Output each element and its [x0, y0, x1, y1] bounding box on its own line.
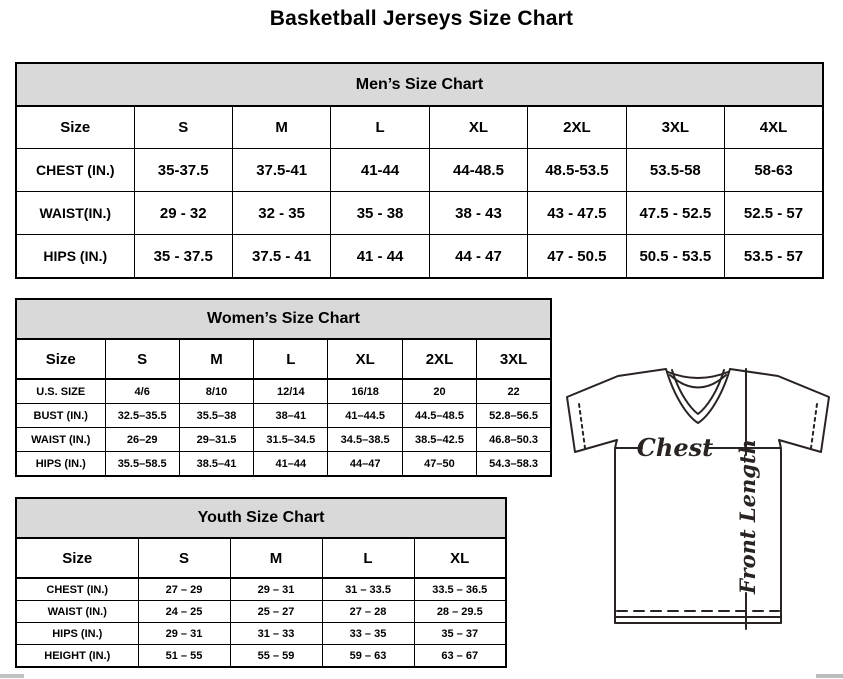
size-value-cell: 29–31.5: [179, 428, 253, 452]
size-value-cell: 44 - 47: [429, 235, 527, 279]
row-label: HIPS (IN.): [16, 235, 134, 279]
size-value-cell: 38–41: [254, 404, 328, 428]
left-cuff-dashed-seam: [579, 404, 585, 448]
size-value-cell: 51 – 55: [138, 645, 230, 668]
size-value-cell: 28 – 29.5: [414, 601, 506, 623]
size-header-row: [16, 538, 506, 578]
size-value-cell: 16/18: [328, 379, 402, 404]
jersey-outline: [567, 369, 829, 623]
row-label: WAIST (IN.): [16, 428, 105, 452]
row-label: HIPS (IN.): [16, 623, 138, 645]
size-value-cell: 41 - 44: [331, 235, 429, 279]
size-value-cell: 38.5–42.5: [402, 428, 476, 452]
column-header: 4XL: [725, 106, 823, 149]
size-value-cell: 35 - 38: [331, 192, 429, 235]
row-label: HIPS (IN.): [16, 452, 105, 477]
size-corner-header: Size: [16, 339, 105, 379]
column-header: 3XL: [477, 339, 551, 379]
size-value-cell: 22: [477, 379, 551, 404]
size-value-cell: 44–47: [328, 452, 402, 477]
size-value-cell: 35-37.5: [134, 149, 232, 192]
measurement-row: [16, 645, 506, 668]
page-title: Basketball Jerseys Size Chart: [269, 7, 574, 30]
size-corner-header: Size: [16, 106, 134, 149]
womens-size-table: [15, 298, 552, 477]
column-header: 3XL: [626, 106, 724, 149]
size-value-cell: 29 - 32: [134, 192, 232, 235]
column-header: L: [322, 538, 414, 578]
row-label: WAIST(IN.): [16, 192, 134, 235]
mens-size-table: [15, 62, 824, 279]
size-value-cell: 29 – 31: [230, 578, 322, 601]
size-value-cell: 47 - 50.5: [528, 235, 626, 279]
size-value-cell: 31 – 33: [230, 623, 322, 645]
size-value-cell: 25 – 27: [230, 601, 322, 623]
size-value-cell: 34.5–38.5: [328, 428, 402, 452]
size-value-cell: 44.5–48.5: [402, 404, 476, 428]
jersey-measurement-diagram: [558, 360, 843, 640]
column-header: S: [105, 339, 179, 379]
mens-table-title: Men’s Size Chart: [16, 63, 823, 106]
size-value-cell: 53.5 - 57: [725, 235, 823, 279]
size-value-cell: 29 – 31: [138, 623, 230, 645]
size-value-cell: 32.5–35.5: [105, 404, 179, 428]
size-value-cell: 26–29: [105, 428, 179, 452]
row-label: U.S. SIZE: [16, 379, 105, 404]
column-header: S: [138, 538, 230, 578]
mens-table-header-band: [16, 63, 823, 106]
horizontal-scrollbar-fragment-left[interactable]: [0, 674, 24, 678]
size-value-cell: 52.8–56.5: [477, 404, 551, 428]
column-header: XL: [328, 339, 402, 379]
size-value-cell: 20: [402, 379, 476, 404]
row-label: CHEST (IN.): [16, 149, 134, 192]
right-cuff-dashed-seam: [811, 404, 817, 448]
size-value-cell: 38 - 43: [429, 192, 527, 235]
size-value-cell: 41-44: [331, 149, 429, 192]
size-value-cell: 31 – 33.5: [322, 578, 414, 601]
column-header: S: [134, 106, 232, 149]
size-value-cell: 48.5-53.5: [528, 149, 626, 192]
chest-label: Chest: [636, 433, 714, 462]
size-value-cell: 12/14: [254, 379, 328, 404]
size-value-cell: 41–44: [254, 452, 328, 477]
collar-back-arc-1: [668, 372, 728, 378]
measurement-row: [16, 235, 823, 279]
size-value-cell: 55 – 59: [230, 645, 322, 668]
size-value-cell: 52.5 - 57: [725, 192, 823, 235]
column-header: L: [254, 339, 328, 379]
size-value-cell: 41–44.5: [328, 404, 402, 428]
column-header: XL: [429, 106, 527, 149]
row-label: BUST (IN.): [16, 404, 105, 428]
youth-size-table: [15, 497, 507, 668]
size-value-cell: 8/10: [179, 379, 253, 404]
row-label: WAIST (IN.): [16, 601, 138, 623]
size-value-cell: 27 – 28: [322, 601, 414, 623]
size-corner-header: Size: [16, 538, 138, 578]
womens-table-title: Women’s Size Chart: [16, 299, 551, 339]
youth-table-header-band: [16, 498, 506, 538]
row-label: HEIGHT (IN.): [16, 645, 138, 668]
size-value-cell: 50.5 - 53.5: [626, 235, 724, 279]
column-header: 2XL: [528, 106, 626, 149]
column-header: XL: [414, 538, 506, 578]
size-header-row: [16, 106, 823, 149]
size-value-cell: 53.5-58: [626, 149, 724, 192]
column-header: M: [230, 538, 322, 578]
size-value-cell: 35 - 37.5: [134, 235, 232, 279]
size-value-cell: 32 - 35: [232, 192, 330, 235]
size-value-cell: 31.5–34.5: [254, 428, 328, 452]
measurement-row: [16, 192, 823, 235]
column-header: M: [232, 106, 330, 149]
size-value-cell: 58-63: [725, 149, 823, 192]
size-header-row: [16, 339, 551, 379]
size-value-cell: 47.5 - 52.5: [626, 192, 724, 235]
column-header: L: [331, 106, 429, 149]
size-value-cell: 33.5 – 36.5: [414, 578, 506, 601]
measurement-row: [16, 428, 551, 452]
size-value-cell: 38.5–41: [179, 452, 253, 477]
measurement-row: [16, 404, 551, 428]
youth-table-title: Youth Size Chart: [16, 498, 506, 538]
size-value-cell: 59 – 63: [322, 645, 414, 668]
size-value-cell: 33 – 35: [322, 623, 414, 645]
size-value-cell: 37.5-41: [232, 149, 330, 192]
measurement-row: [16, 452, 551, 477]
size-value-cell: 54.3–58.3: [477, 452, 551, 477]
measurement-row: [16, 623, 506, 645]
size-value-cell: 46.8–50.3: [477, 428, 551, 452]
womens-table-header-band: [16, 299, 551, 339]
size-value-cell: 63 – 67: [414, 645, 506, 668]
horizontal-scrollbar-fragment-right[interactable]: [816, 674, 843, 678]
column-header: 2XL: [402, 339, 476, 379]
size-value-cell: 35.5–38: [179, 404, 253, 428]
size-value-cell: 4/6: [105, 379, 179, 404]
measurement-row: [16, 149, 823, 192]
measurement-row: [16, 379, 551, 404]
size-value-cell: 43 - 47.5: [528, 192, 626, 235]
measurement-row: [16, 578, 506, 601]
size-value-cell: 35 – 37: [414, 623, 506, 645]
size-value-cell: 47–50: [402, 452, 476, 477]
size-value-cell: 35.5–58.5: [105, 452, 179, 477]
front-length-label: Front Length: [735, 439, 760, 594]
size-value-cell: 24 – 25: [138, 601, 230, 623]
column-header: M: [179, 339, 253, 379]
size-value-cell: 44-48.5: [429, 149, 527, 192]
measurement-row: [16, 601, 506, 623]
size-value-cell: 37.5 - 41: [232, 235, 330, 279]
row-label: CHEST (IN.): [16, 578, 138, 601]
size-value-cell: 27 – 29: [138, 578, 230, 601]
